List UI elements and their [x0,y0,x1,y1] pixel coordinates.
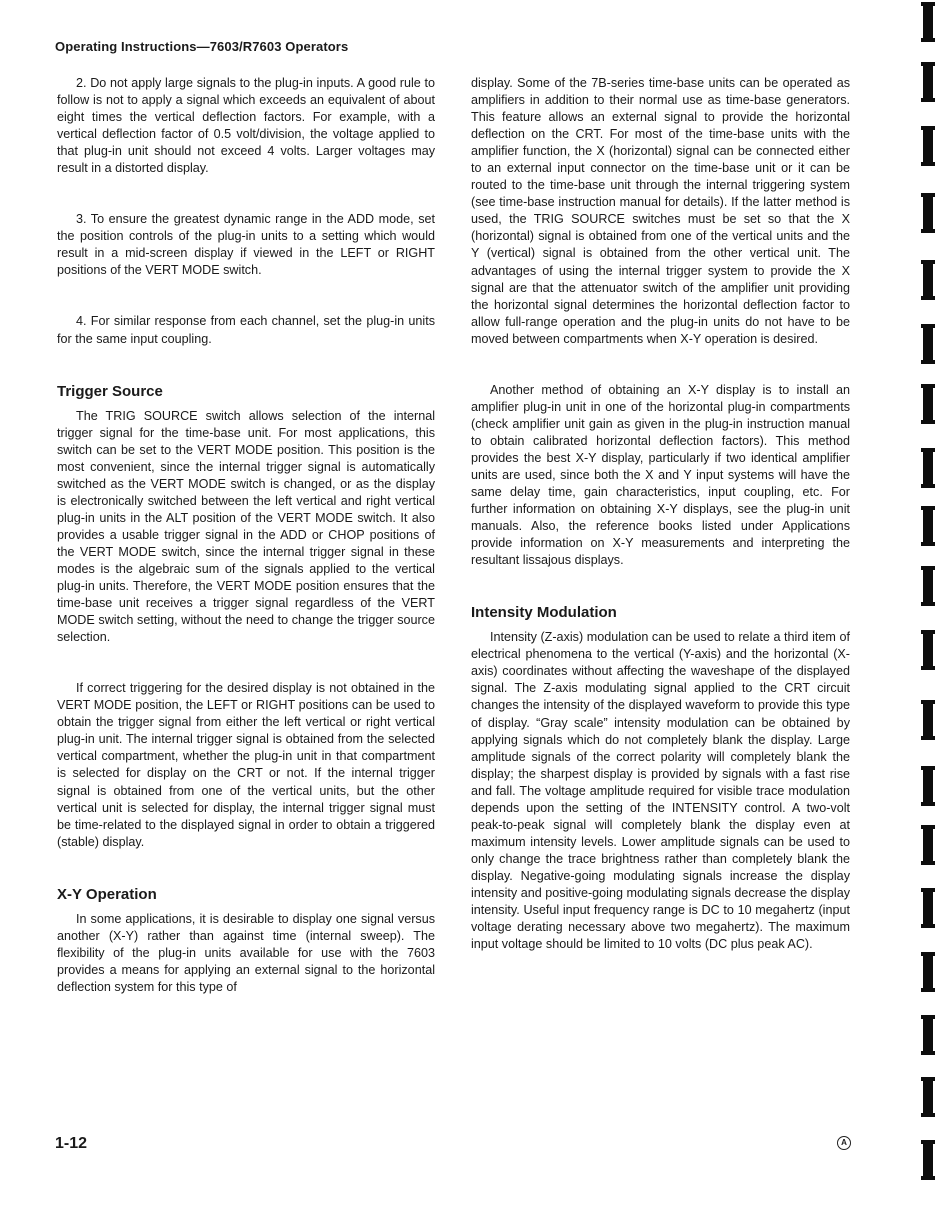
punch-hole-mark [923,324,933,364]
punch-hole-mark [923,630,933,670]
punch-hole-mark [923,766,933,806]
punch-hole-mark [923,1077,933,1117]
punch-hole-mark [923,1015,933,1055]
page-header-title: Operating Instructions—7603/R7603 Operators [55,39,349,54]
punch-hole-mark [923,2,933,42]
instruction-item-3: 3. To ensure the greatest dynamic range in the ADD mode, set the position controls of the plug-in units to a setting which would result in a mid-screen display if viewed in the LEFT or RIGHT positions of the VERT MODE switch. [57,212,435,278]
punch-hole-mark [923,384,933,424]
punch-hole-mark [923,126,933,166]
punch-hole-mark [923,566,933,606]
punch-hole-mark [923,952,933,992]
xy-operation-paragraph-2: Another method of obtaining an X-Y display is to install an amplifier plug-in unit in one of the horizontal plug-in compartments (check amplifier unit gain as given in the plug-in instruction manual to obtain calibrated horizontal deflection factors). This method provides the best X-Y display, particularly if two identical amplifier units are used, since both the X and Y input systems will have the same delay time, gain characteristics, input coupling, etc. For further information on obtaining X-Y displays, see the plug-in unit manuals. Also, the reference books listed under Applications provide information on X-Y measurements and interpreting the resultant lissajous displays. [471,382,850,568]
trigger-source-heading: Trigger Source [57,382,163,400]
punch-hole-mark [923,448,933,488]
trigger-source-paragraph-2: If correct triggering for the desired display is not obtained in the VERT MODE position, the LEFT or RIGHT positions can be used to obtain the trigger signal from either the left vertical or right vertical plug-in unit. The internal trigger signal is obtained from the selected vertical compartment, whether the plug-in unit in that compartment is selected for display on the CRT or not. If the internal trigger signal is obtained from one of the vertical units, but the other vertical unit is selected for display, the internal trigger signal must be time-related to the displayed signal in order to obtain a triggered (stable) display. [57,681,435,849]
punch-hole-mark [923,700,933,740]
left-column [57,75,435,996]
punch-hole-mark [923,506,933,546]
punch-hole-mark [923,260,933,300]
instruction-item-2: 2. Do not apply large signals to the plug-in inputs. A good rule to follow is not to apply a signal which exceeds an equivalent of about eight times the vertical deflection factors. For example, with a vertical deflection factor of 0.5 volt/division, the voltage applied to that plug-in unit should not exceed 4 volts. Larger voltages may result in a distorted display. [57,76,435,176]
punch-hole-mark [923,825,933,865]
punch-hole-mark [923,1140,933,1180]
punch-hole-mark [923,62,933,102]
intensity-modulation-heading: Intensity Modulation [471,604,617,622]
instruction-item-4: 4. For similar response from each channel, set the plug-in units for the same input coupling. [57,314,435,346]
xy-operation-paragraph-1: In some applications, it is desirable to display one signal versus another (X-Y) rather than against time (internal sweep). The flexibility of the plug-in units available for use with the 7603 provides a means for applying an external signal to the horizontal deflection system for this type of [57,911,435,994]
intensity-modulation-paragraph: Intensity (Z-axis) modulation can be used to relate a third item of electrical phenomena to the vertical (Y-axis) and the horizontal (X-axis) coordinates without affecting the waveshape of the displayed signal. The Z-axis modulating signal applied to the CRT circuit changes the intensity of the displayed waveform to provide this type of display. “Gray scale” intensity modulation can be obtained by applying signals which do not completely blank the display. Large amplitude signals of the correct polarity will completely blank the display; the sharpest display is provided by signals with a fast rise and fall. The voltage amplitude required for visible trace modulation depends upon the setting of the INTENSITY control. A two-volt peak-to-peak signal will completely blank the display even at maximum intensity levels. Lower amplitude signals can be used to only change the trace brightness rather than completely blank the display. Negative-going modulating signals increase the display intensity and positive-going modulating signals decrease the display intensity. Useful input frequency range is DC to 10 megahertz (input voltage derating necessary above two megahertz). The maximum input voltage should be limited to 10 volts (DC plus peak AC). [471,630,850,952]
punch-hole-mark [923,888,933,928]
punch-hole-mark [923,193,933,233]
trigger-source-paragraph-1: The TRIG SOURCE switch allows selection of the internal trigger signal for the time-base unit. For most applications, this switch can be set to the VERT MODE position. This position is the most convenient, since the internal trigger signal is automatically switched as the VERT MODE switch is changed, or as the display is electronically switched between the left vertical and right vertical plug-in units in the ALT position of the VERT MODE switch. It also provides a usable trigger signal in the ADD or CHOP positions of the VERT MODE switch, since the internal trigger signal in these modes is the algebraic sum of the signals applied to the vertical plug-in units. Therefore, the VERT MODE position ensures that the time-base unit receives a trigger signal regardless of the VERT MODE switch setting, without the need to change the trigger source selection. [57,408,435,645]
page-number: 1-12 [55,1135,88,1152]
binding-strip [920,0,950,1209]
right-column [471,75,850,953]
xy-operation-paragraph-1-continued: display. Some of the 7B-series time-base units can be operated as amplifiers in addition to their normal use as time-base generators. This feature allows an external signal to provide the horizontal deflection on the CRT. For most of the time-base units with the amplifier function, the X (horizontal) signal can be connected either to an external input connector on the time-base unit or it can be routed to the time-base unit through the internal triggering system (see time-base instruction manual for details). If the latter method is used, the TRIG SOURCE switches must be set so that the X (horizontal) signal is obtained from one of the vertical units and the Y (vertical) signal is obtained from the other vertical unit. The advantages of using the internal trigger system to provide the X signal are that the attenuator switch of the amplifier unit providing the horizontal signal determines the horizontal deflection factor to allow full-range operation and the plug-in units do not have to be moved between compartments when X-Y operation is desired. [471,76,850,346]
revision-mark: A [837,1136,851,1150]
xy-operation-heading: X-Y Operation [57,885,157,903]
